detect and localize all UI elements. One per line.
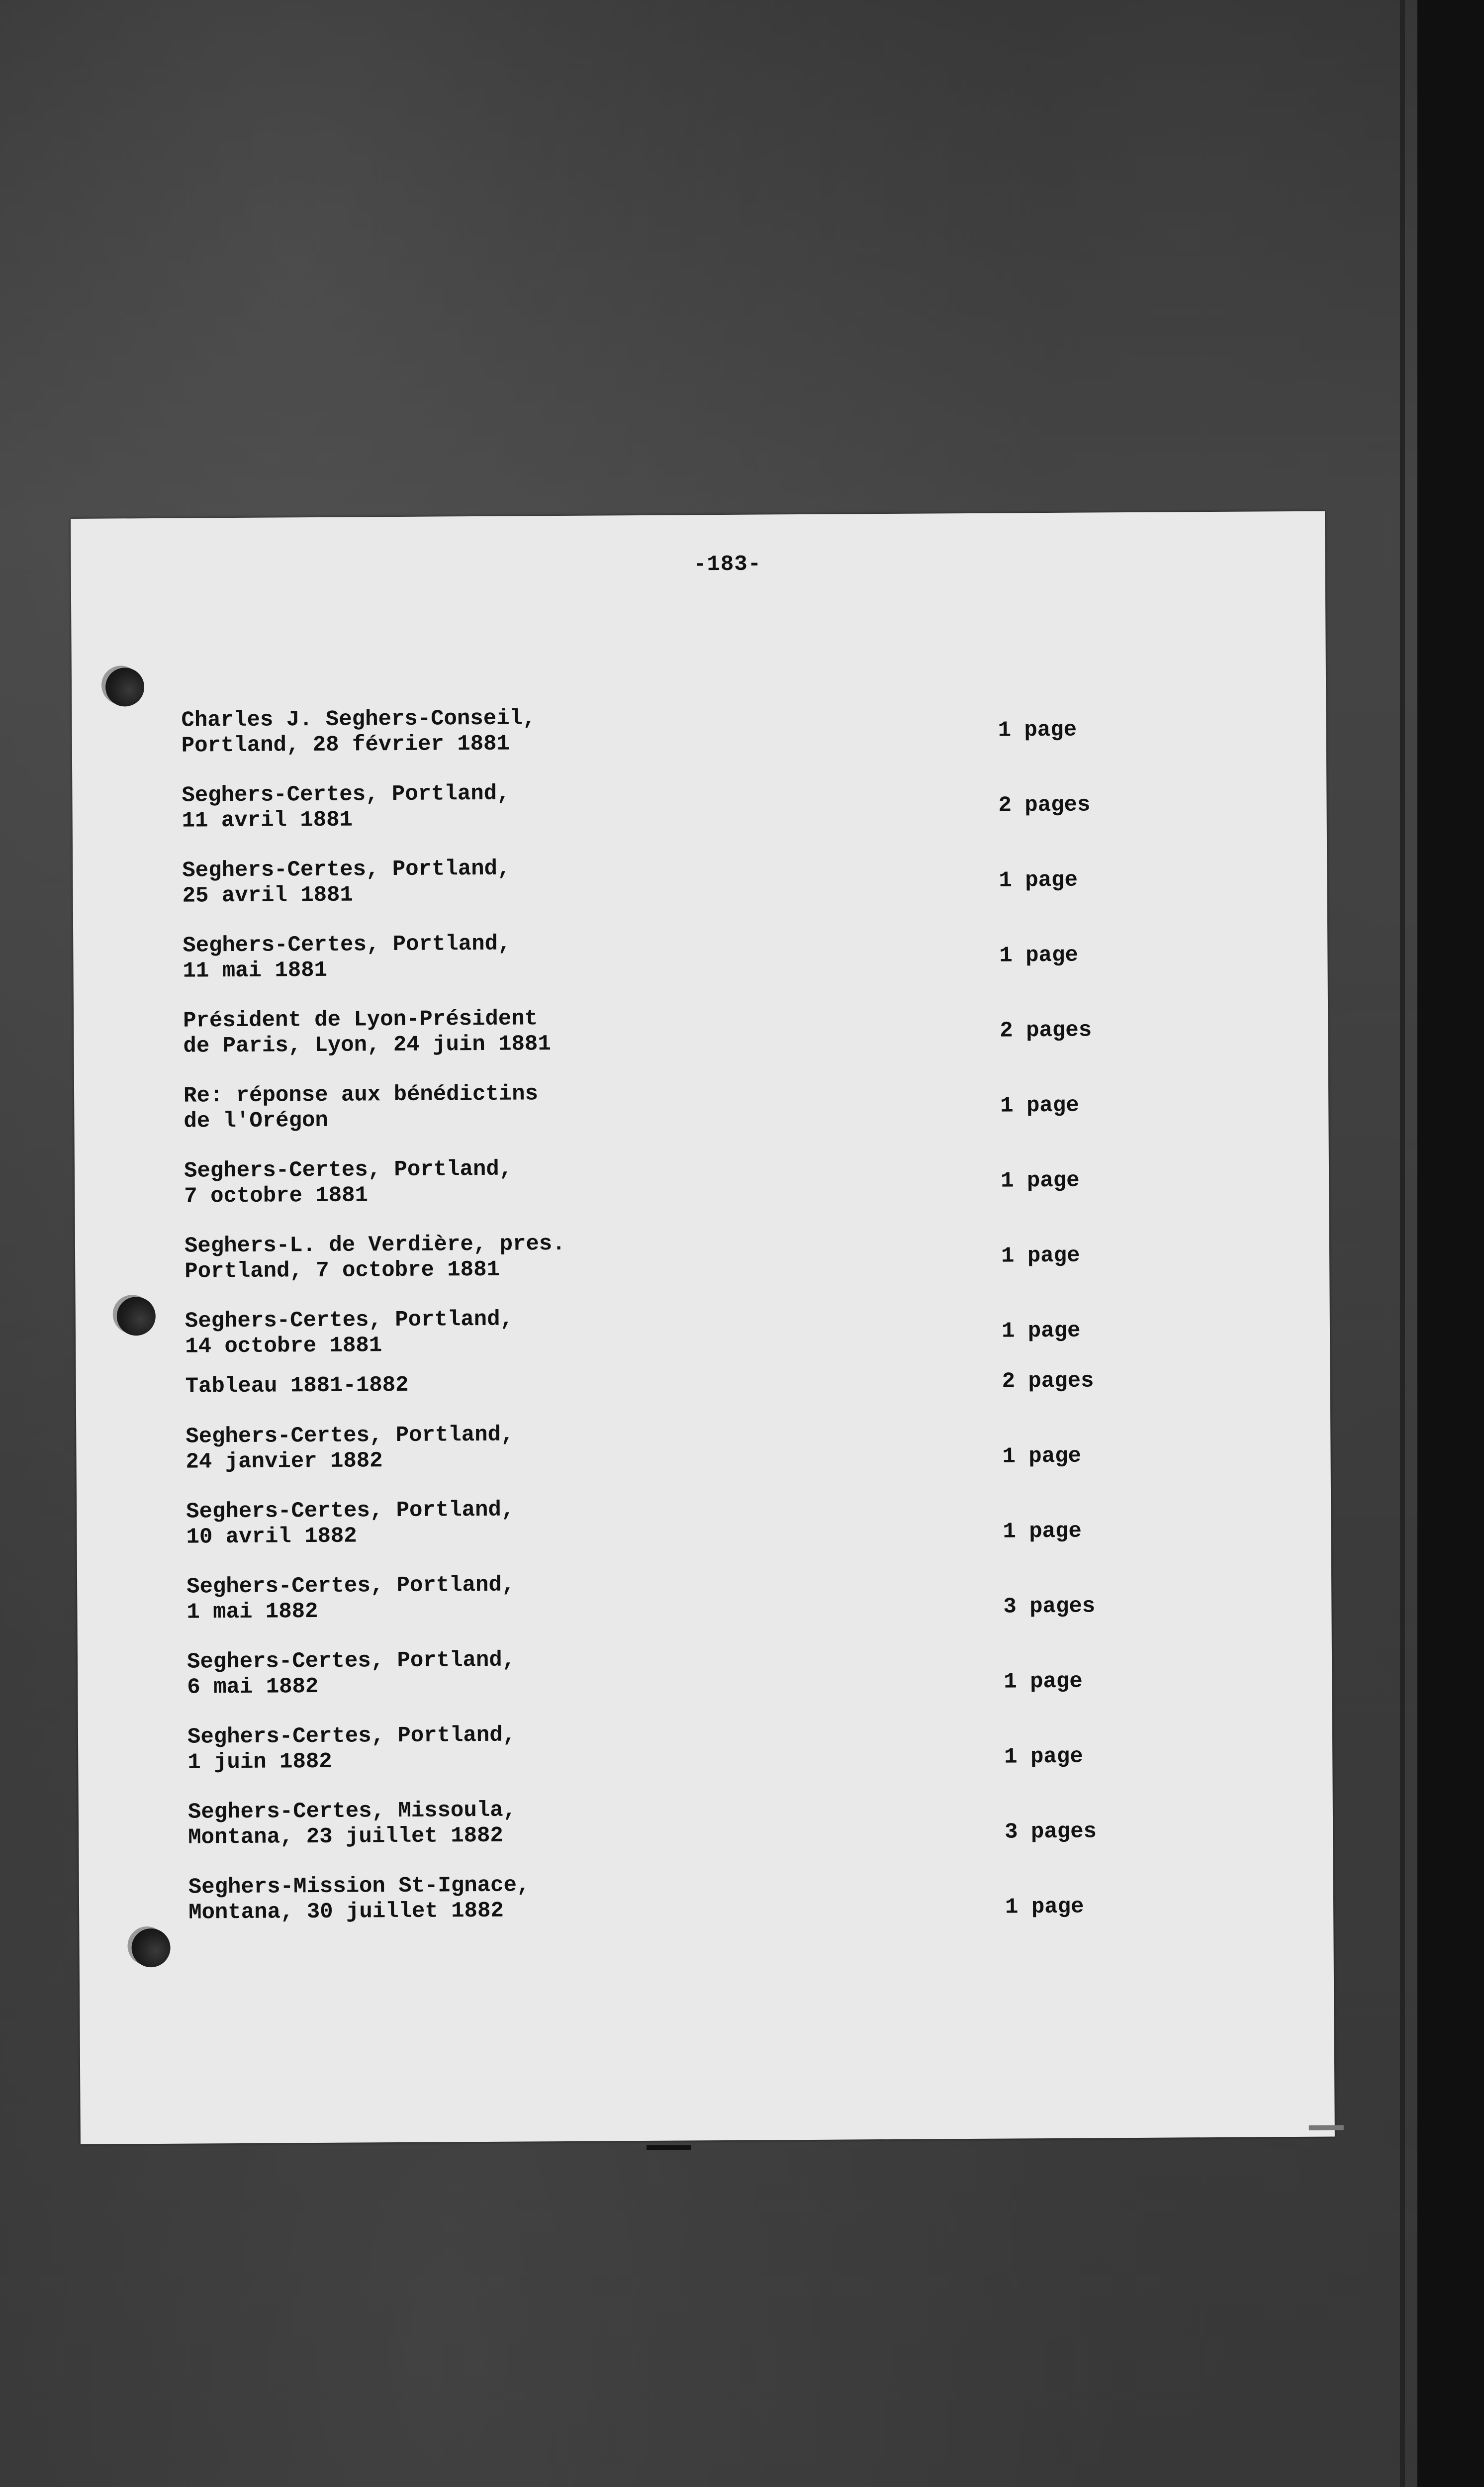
entry-4-line1: Seghers-Certes, Portland, <box>183 931 511 958</box>
entry-17-description <box>188 1870 935 1925</box>
entry-17-line1: Seghers-Mission St-Ignace, <box>188 1873 530 1900</box>
entry-13-line1: Seghers-Certes, Portland, <box>186 1572 515 1600</box>
entry-14-pages: 1 page <box>1004 1669 1083 1695</box>
entry-3-line1: Seghers-Certes, Portland, <box>182 856 511 883</box>
entry-12-line2: 10 avril 1882 <box>186 1524 357 1550</box>
entry-6-pages: 1 page <box>1000 1093 1079 1119</box>
entry-3-description <box>182 854 928 909</box>
entry-11-line1: Seghers-Certes, Portland, <box>186 1422 514 1449</box>
entry-8-line2: Portland, 7 octobre 1881 <box>185 1257 500 1284</box>
entry-14-description <box>187 1645 933 1700</box>
entry-15-pages: 1 page <box>1004 1744 1083 1770</box>
entry-10-pages: 2 pages <box>1002 1368 1094 1394</box>
entry-16-description <box>188 1795 934 1850</box>
entry-6-line1: Re: réponse aux bénédictins <box>183 1081 539 1109</box>
entry-2-line2: 11 avril 1881 <box>182 807 353 834</box>
entry-10-description <box>186 1369 931 1399</box>
entry-5-pages: 2 pages <box>1000 1018 1092 1044</box>
entry-11-description <box>186 1420 932 1475</box>
page-corner-mark <box>1309 2125 1344 2130</box>
entry-11-pages: 1 page <box>1002 1443 1082 1469</box>
entry-1-description <box>181 703 928 759</box>
entry-16-pages: 3 pages <box>1005 1819 1097 1845</box>
entry-9-line1: Seghers-Certes, Portland, <box>185 1307 514 1334</box>
entry-7-line2: 7 octobre 1881 <box>184 1183 369 1209</box>
entry-9-pages: 1 page <box>1001 1318 1081 1344</box>
entry-16-line2: Montana, 23 juillet 1882 <box>188 1823 504 1850</box>
entry-15-line1: Seghers-Certes, Portland, <box>187 1722 516 1750</box>
entry-8-description <box>185 1229 931 1284</box>
entry-1-line1: Charles J. Seghers-Conseil, <box>181 706 536 733</box>
entry-4-pages: 1 page <box>999 943 1078 968</box>
entry-6-line2: de l'Orégon <box>184 1108 329 1134</box>
entry-1-line2: Portland, 28 février 1881 <box>181 731 510 759</box>
entry-4-line2: 11 mai 1881 <box>183 957 328 984</box>
entry-14-line1: Seghers-Certes, Portland, <box>186 1647 516 1675</box>
entry-7-description <box>184 1154 930 1209</box>
punch-hole-bottom <box>131 1928 170 1967</box>
entry-13-pages: 3 pages <box>1003 1594 1096 1620</box>
entry-6-description <box>184 1079 930 1134</box>
entry-15-line2: 1 juin 1882 <box>187 1749 332 1775</box>
entry-12-pages: 1 page <box>1003 1519 1082 1544</box>
entry-2-line1: Seghers-Certes, Portland, <box>182 781 510 808</box>
entry-17-pages: 1 page <box>1005 1894 1084 1920</box>
entry-13-description <box>186 1570 933 1625</box>
entry-17-line2: Montana, 30 juillet 1882 <box>188 1898 504 1925</box>
entry-15-description <box>187 1720 934 1775</box>
page-number: -183- <box>693 552 762 577</box>
entry-4-description <box>183 929 929 984</box>
entry-2-pages: 2 pages <box>998 792 1091 818</box>
entry-5-line2: de Paris, Lyon, 24 juin 1881 <box>183 1032 551 1059</box>
entry-10-line1: Tableau 1881-1882 <box>185 1372 409 1399</box>
entry-2-description <box>182 778 928 834</box>
entry-14-line2: 6 mai 1882 <box>187 1674 319 1700</box>
entry-13-line2: 1 mai 1882 <box>186 1599 318 1625</box>
scanner-edge-strip <box>1417 0 1484 2487</box>
entry-5-description <box>183 1004 929 1059</box>
entry-3-pages: 1 page <box>999 867 1078 893</box>
entry-12-description <box>186 1495 932 1550</box>
entry-8-pages: 1 page <box>1001 1243 1080 1269</box>
punch-hole-top <box>105 668 144 706</box>
entry-5-line1: Président de Lyon-Président <box>183 1006 538 1034</box>
entry-3-line2: 25 avril 1881 <box>182 882 354 909</box>
entry-1-pages: 1 page <box>998 717 1077 743</box>
entry-12-line1: Seghers-Certes, Portland, <box>186 1497 515 1525</box>
entry-7-pages: 1 page <box>1001 1168 1080 1194</box>
entry-7-line1: Seghers-Certes, Portland, <box>184 1156 513 1184</box>
entry-11-line2: 24 janvier 1882 <box>186 1448 383 1475</box>
entry-9-line2: 14 octobre 1881 <box>185 1333 382 1359</box>
scanner-edge-line <box>1400 0 1405 2487</box>
punch-hole-middle <box>117 1297 156 1336</box>
page-bottom-tab <box>647 2145 691 2150</box>
entry-16-line1: Seghers-Certes, Missoula, <box>187 1798 517 1825</box>
entry-8-line1: Seghers-L. de Verdière, pres. <box>184 1231 565 1259</box>
document-page <box>71 511 1335 2144</box>
entry-9-description <box>185 1304 931 1359</box>
